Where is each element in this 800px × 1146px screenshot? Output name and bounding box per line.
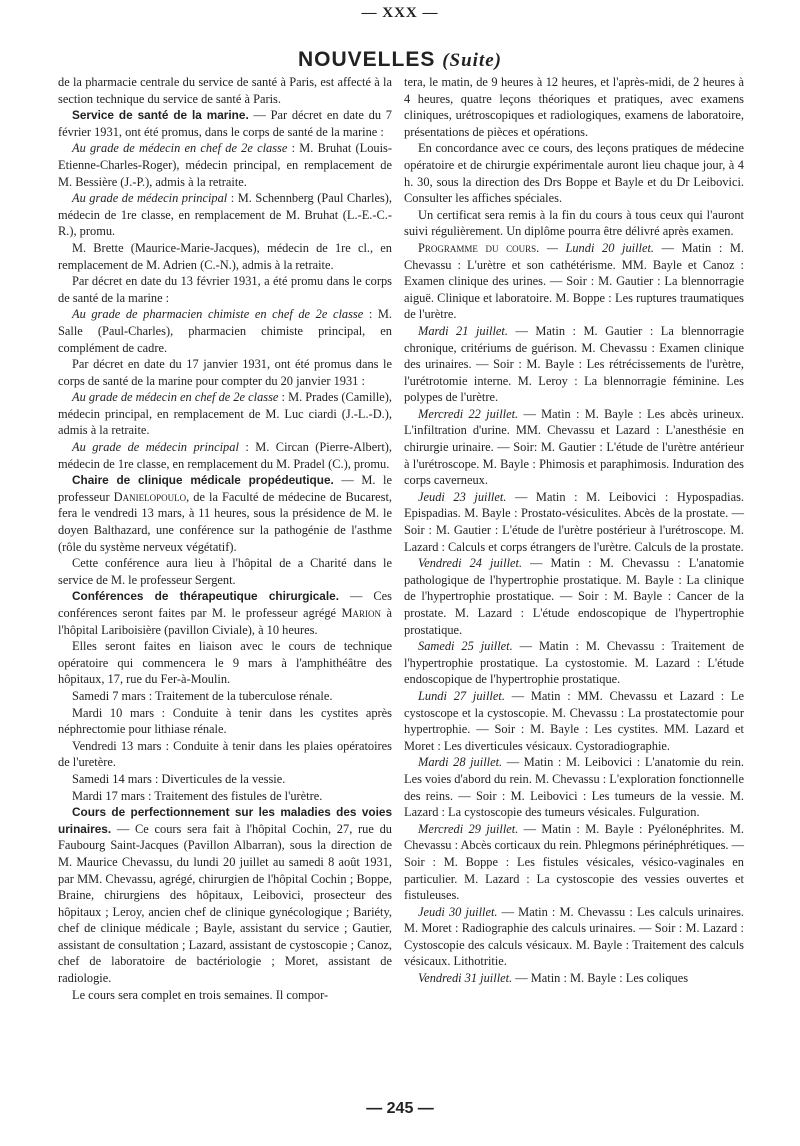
paragraph: [58, 107, 392, 140]
paragraph: En concordance avec ce cours, des leçons pratiques de médecine opératoire et de chirurgie expérimentale auront lieu chaque jour, à 4 h. 30, sous la direction des Drs Boppe et Bayle et du Dr Leibovici. Consulter les affiches spéciales.: [404, 141, 744, 206]
rubric-heading: Cours de perfectionnement sur les maladies des voies urinaires.: [58, 805, 392, 836]
section-title-text: NOUVELLES: [298, 48, 436, 71]
paragraph: [58, 439, 392, 472]
paragraph-text: — Ce cours sera fait à l'hôpital Cochin, 27, rue du Faubourg Saint-Jacques (Pavillon Albarran), sous la direction de M. Maurice Chevassu, du lundi 20 juillet au samedi 8 août 1931, par MM. Chevassu, agrégé, chirurgien de l'hôpital Cochin ; Boppe, Braine, chirurgiens des hôpitaux, Leibovici, prosecteur des hôpitaux ; Leroy, ancien chef de clinique gynécologique ; Bariéty, chef de clinique médicale ; Bayle, assistant du service ; Gautier, assistant de consultation ; Lazard, assistant de cystoscopie ; Canoz, chef de laboratoire de bactériologie ; Moret, assistant de radiologie.: [58, 821, 392, 986]
paragraph-text: : M. Circan (Pierre-Albert), médecin de 1re classe, en remplacement du M. Pradel (C.), promu.: [58, 440, 392, 471]
running-head-roman: — XXX —: [361, 5, 439, 21]
paragraph-text: — Matin : MM. Chevassu et Lazard : Le cystoscope et la cystoscopie. M. Chevassu : La prostatectomie pour hypertrophie. — Soir : M. Bayle : Les cystites. MM. Lazard et Moret : Les diverticules vésicaux. Cystoradiographie.: [404, 688, 745, 753]
paragraph-text: — Par décret en date du 7 février 1931, ont été promus, dans le corps de santé de la marine :: [58, 108, 392, 139]
day-label: Vendredi 24 juillet.: [418, 556, 523, 571]
paragraph: de la pharmacie centrale du service de santé à Paris, est affecté à la section technique du service de santé à Paris.: [58, 75, 392, 106]
rubric-heading: Service de santé de la marine.: [72, 108, 249, 123]
paragraph-text: — Matin : M. Leibovici : L'anatomie du rein. Les voies d'abord du rein. M. Chevassu : L'exploration fonctionnelle des reins. — Soir : M. Leibovici : Les tumeurs de la vessie. M. Lazard : La cystoscopie des tumeurs vésicales. Fulguration.: [404, 755, 744, 820]
paragraph-text: , de la Faculté de médecine de Bucarest, fera le vendredi 13 mars, à 11 heures, sous la présidence de M. le doyen Balthazard, une conférence sur la pathogénie de l'asthme (rôle du système nerveux végétatif).: [58, 489, 392, 554]
day-label: Samedi 25 juillet.: [418, 639, 513, 654]
programme-day: [404, 754, 744, 820]
italic-grade: Au grade de médecin en chef de 2e classe: [72, 390, 279, 405]
programme-day: [404, 821, 744, 904]
section-title-suite: (Suite): [442, 50, 502, 71]
section-title: [0, 48, 800, 72]
schedule-line: Samedi 7 mars : Traitement de la tuberculose rénale.: [72, 688, 333, 703]
paragraph-text: — Matin : M. Chevassu : Traitement de l'hypertrophie prostatique. La cystostomie. M. Lazard : L'étude endoscopique de l'hypertrophie prostatique.: [404, 639, 744, 687]
left-column: [58, 74, 392, 1003]
italic-grade: Au grade de pharmacien chimiste en chef de 2e classe: [72, 307, 364, 322]
paragraph: [58, 472, 392, 555]
paragraph: tera, le matin, de 9 heures à 12 heures, et l'après-midi, de 2 heures à 4 heures, quatre leçons théoriques et pratiques, avec examens cliniques, urétroscopiques et radiologiques, examens de laboratoire, présentations de pièces et opérations.: [404, 75, 744, 139]
rubric-heading: Conférences de thérapeutique chirurgicale.: [72, 589, 339, 604]
paragraph-text: — Matin : M. Chevassu : Les calculs urinaires. M. Moret : Radiographie des calculs urinaires. — Soir : M. Lazard : Cystoscopie des calculs vésicaux. M. Bayle : Traitement des calculs vésicaux. Lithotritie.: [404, 904, 744, 969]
paragraph-text: : M. Salle (Paul-Charles), pharmacien chimiste principal, en complément de cadre.: [58, 307, 392, 355]
paragraph: [58, 306, 392, 356]
programme-day: [404, 688, 744, 754]
page-number: — 245 —: [366, 1100, 434, 1117]
day-label: Mardi 21 juillet.: [418, 323, 508, 338]
schedule-line: Vendredi 13 mars : Conduite à tenir dans les plaies opératoires de l'uretère.: [58, 738, 392, 770]
day-label: Mercredi 29 juillet.: [418, 821, 519, 836]
paragraph: Cette conférence aura lieu à l'hôpital de a Charité dans le service de M. le professeur Sergent.: [58, 556, 392, 587]
schedule-line: Mardi 17 mars : Traitement des fistules de l'urètre.: [72, 788, 323, 803]
day-label: Jeudi 30 juillet.: [418, 904, 498, 919]
paragraph-text: — Matin : M. Bayle : Pyélonéphrites. M. Chevassu : Abcès corticaux du rein. Phlegmons périnéphrétiques. — Soir : M. Boppe : Les fistules vésicales, vésico-vaginales en particulier. M. Lazard : La cystoscopie des vessies ouvertes et fistuleuses.: [404, 821, 744, 903]
paragraph-text: — Matin : M. Bayle : Les abcès urineux. L'infiltration d'urine. MM. Chevassu et Lazard : L'anesthésie en chirurgie urinaire. — Soir: M. Gautier : L'étude de l'urètre antérieur à l'urétroscope. M. Bayle : Phimosis et paraphimosis. Induration des corps caverneux.: [404, 406, 744, 488]
paragraph: M. Brette (Maurice-Marie-Jacques), médecin de 1re cl., en remplacement de M. Adrien (C.-N.), admis à la retraite.: [58, 240, 392, 272]
day-label: — Lundi 20 juillet.: [539, 240, 655, 255]
right-column: [404, 74, 744, 987]
paragraph: Par décret en date du 17 janvier 1931, ont été promus dans le corps de santé de la marine pour compter du 20 janvier 1931 :: [58, 357, 392, 388]
paragraph-text: : M. Schennberg (Paul Charles), médecin de 1re classe, en remplacement de M. Bruhat (L.-E.-C.-R.), promu.: [58, 191, 393, 239]
italic-grade: Au grade de médecin principal: [72, 191, 228, 206]
paragraph-text: — Matin : M. Gautier : La blennorragie chronique, critériums de guérison. M. Chevassu : Examen clinique des urinaires. — Soir : M. Bayle : Les rétrécissements de l'urètre, l'urétrotomie interne. M. Leroy : La blennorragie féminine. Les polypes de l'urètre.: [404, 323, 744, 405]
day-label: Lundi 27 juillet.: [418, 688, 505, 703]
paragraph: [58, 389, 392, 439]
paragraph: Par décret en date du 13 février 1931, a été promu dans le corps de santé de la marine :: [58, 274, 392, 305]
paragraph-text: — Matin : M. Leibovici : Hypospadias. Epispadias. M. Bayle : Prostato-vésiculites. Abcès de la prostate. — Soir : M. Gautier : L'étude de l'urètre postérieur à l'urétroscope. M. Lazard : Calculs et corps étrangers de l'urètre. Calculs de la prostate.: [404, 489, 744, 554]
person-name: Danielopoulo: [113, 489, 187, 504]
paragraph: Elles seront faites en liaison avec le cours de technique opératoire qui commencera le 9 mars à l'amphithéâtre des hôpitaux, 17, rue du Fer-à-Moulin.: [58, 639, 392, 687]
person-name: Marion: [341, 606, 382, 620]
day-label: Mercredi 22 juillet.: [418, 406, 519, 421]
programme-day: [404, 555, 744, 638]
paragraph-text: — Ces conférences seront faites par M. le professeur agrégé: [58, 589, 392, 620]
day-label: Mardi 28 juillet.: [418, 755, 503, 770]
italic-grade: Au grade de médecin en chef de 2e classe: [72, 141, 288, 156]
paragraph: [58, 588, 392, 638]
paragraph-text: — Matin : M. Chevassu : L'anatomie pathologique de l'hypertrophie prostatique. M. Bayle : La clinique de l'hypertrophie prostatique. — Soir : M. Bayle : Cancer de la prostate. M. Lazard : L'étude endoscopique de l'hypertrophie prostatique.: [404, 556, 744, 637]
italic-grade: Au grade de médecin principal: [72, 440, 239, 455]
programme-day: [404, 638, 744, 688]
paragraph-text: — Matin : M. Chevassu : L'urètre et son cathétérisme. MM. Bayle et Canoz : Examen clinique des urines. — Soir : M. Gautier : La blennorragie aiguë. Clinique et laboratoire. M. Boppe : Les ruptures traumatiques de l'urètre.: [404, 240, 745, 322]
paragraph: Le cours sera complet en trois semaines. Il compor-: [72, 987, 329, 1002]
schedule-line: Samedi 14 mars : Diverticules de la vessie.: [72, 771, 286, 786]
programme-day: [404, 406, 744, 489]
paragraph: [58, 804, 392, 987]
paragraph: [58, 140, 392, 190]
programme-day: [404, 970, 744, 987]
programme-day: [404, 240, 744, 323]
paragraph-text: : M. Prades (Camille), médecin principal, en remplacement de M. Luc ciardi (J.-L.-D.), admis à la retraite.: [58, 390, 392, 438]
paragraph-text: — Matin : M. Bayle : Les coliques: [512, 971, 689, 986]
programme-day: [404, 323, 744, 406]
paragraph: [58, 190, 392, 240]
schedule-line: Mardi 10 mars : Conduite à tenir dans les cystites après néphrectomie pour lithiase rénale.: [58, 705, 392, 737]
programme-day: [404, 489, 744, 555]
paragraph-text: à l'hôpital Lariboisière (pavillon Civiale), à 10 heures.: [58, 606, 392, 637]
paragraph: Un certificat sera remis à la fin du cours à tous ceux qui l'auront suivi régulièrement. Un diplôme pourra être délivré après examen.: [404, 207, 744, 239]
paragraph-text: — M. le professeur: [58, 473, 392, 504]
programme-heading: Programme du cours.: [418, 240, 540, 255]
day-label: Jeudi 23 juillet.: [418, 489, 507, 504]
day-label: Vendredi 31 juillet.: [418, 971, 513, 986]
paragraph-text: : M. Bruhat (Louis-Etienne-Charles-Roger), médecin principal, en remplacement de M. Bessière (J.-P.), admis à la retraite.: [58, 141, 392, 189]
rubric-heading: Chaire de clinique médicale propédeutique.: [72, 473, 334, 488]
programme-day: [404, 904, 744, 970]
